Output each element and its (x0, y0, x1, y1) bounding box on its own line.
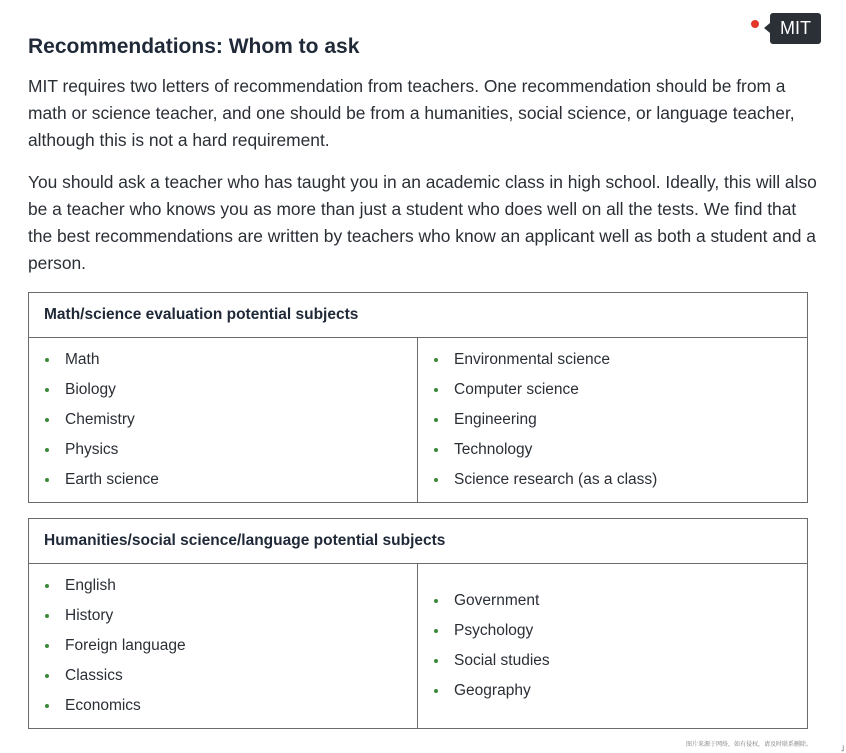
bullet-icon (45, 448, 49, 452)
subject-label: Environmental science (454, 351, 610, 368)
bullet-icon (45, 674, 49, 678)
subject-label: English (65, 577, 116, 594)
source-tag[interactable]: MIT (770, 13, 821, 44)
subject-label: Physics (65, 441, 119, 458)
subject-label: Computer science (454, 381, 579, 398)
bullet-icon (45, 358, 49, 362)
corner-mark: ˩ (841, 744, 845, 753)
subject-label: Foreign language (65, 637, 186, 654)
subject-label: Classics (65, 667, 123, 684)
humanities-table (28, 518, 808, 729)
bullet-icon (434, 388, 438, 392)
list-item (433, 345, 807, 375)
bullet-icon (45, 584, 49, 588)
subject-label: Social studies (454, 652, 550, 669)
subject-label: Technology (454, 441, 533, 458)
subject-label: Economics (65, 697, 141, 714)
bullet-icon (45, 644, 49, 648)
subject-label: Geography (454, 682, 531, 699)
subject-label: Psychology (454, 622, 534, 639)
subject-label: Earth science (65, 471, 159, 488)
list-item (44, 465, 417, 495)
bullet-icon (434, 418, 438, 422)
list-item (433, 676, 807, 706)
list-item (44, 345, 417, 375)
list-item (433, 616, 807, 646)
list-item (433, 646, 807, 676)
math-science-table (28, 292, 808, 503)
bullet-icon (45, 478, 49, 482)
bullet-icon (434, 689, 438, 693)
bullet-icon (434, 659, 438, 663)
list-item (44, 571, 417, 601)
subject-column-left (29, 338, 418, 502)
table-heading: Humanities/social science/language potential subjects (29, 519, 807, 564)
list-item (433, 405, 807, 435)
subject-label: Biology (65, 381, 116, 398)
list-item (44, 631, 417, 661)
list-item (44, 405, 417, 435)
subject-label: History (65, 607, 114, 624)
subject-column-right (418, 564, 807, 728)
list-item (433, 435, 807, 465)
list-item (433, 465, 807, 495)
watermark-text: 图片来源于网络，如有侵权，请及时联系删除。 (686, 742, 813, 748)
table-heading: Math/science evaluation potential subjects (29, 293, 807, 338)
bullet-icon (434, 448, 438, 452)
page-title: Recommendations: Whom to ask (28, 35, 360, 58)
guidance-paragraph: You should ask a teacher who has taught you in an academic class in high school. Ideally, this will also be a teacher who knows you as more than just a student who does well on all the tests. We find that the best recommendations are written by teachers who know an applicant well as both a student and a person. (28, 172, 817, 273)
bullet-icon (45, 388, 49, 392)
subject-column-right (418, 338, 807, 502)
list-item (44, 435, 417, 465)
bullet-icon (434, 478, 438, 482)
subject-label: Math (65, 351, 100, 368)
list-item (44, 601, 417, 631)
bullet-icon (434, 629, 438, 633)
subject-label: Government (454, 592, 540, 609)
bullet-icon (434, 599, 438, 603)
intro-paragraph: MIT requires two letters of recommendation from teachers. One recommendation should be from a math or science teacher, and one should be from a humanities, social science, or language teacher, although this is not a hard requirement. (28, 76, 795, 150)
subject-label: Engineering (454, 411, 537, 428)
list-item (44, 661, 417, 691)
bullet-icon (45, 704, 49, 708)
bullet-icon (45, 418, 49, 422)
subject-label: Science research (as a class) (454, 471, 658, 488)
list-item (433, 586, 807, 616)
bullet-icon (45, 614, 49, 618)
list-item (44, 375, 417, 405)
status-dot-icon (751, 20, 759, 28)
subject-column-left (29, 564, 418, 728)
list-item (433, 375, 807, 405)
subject-label: Chemistry (65, 411, 135, 428)
list-item (44, 691, 417, 721)
bullet-icon (434, 358, 438, 362)
